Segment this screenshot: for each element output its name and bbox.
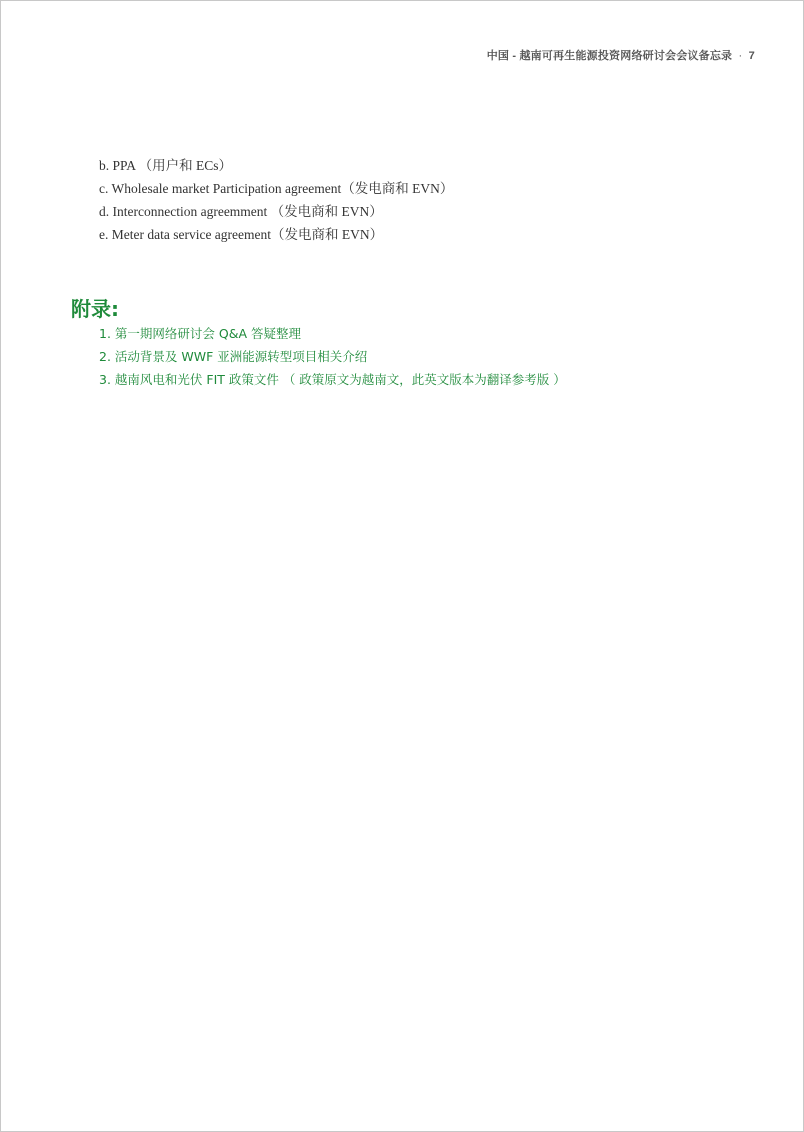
header-title: 中国 - 越南可再生能源投资网络研讨会会议备忘录: [486, 50, 733, 62]
header-separator: ·: [738, 50, 743, 62]
agreement-list: [99, 154, 453, 246]
appendix-list: [99, 322, 566, 391]
page-number: 7: [748, 50, 755, 62]
appendix-item[interactable]: 3. 越南风电和光伏 FIT 政策文件 （ 政策原文为越南文，此英文版本为翻译参考版 ）: [99, 372, 566, 387]
list-item: d. Interconnection agreemment （发电商和 EVN）: [99, 204, 383, 219]
appendix-item[interactable]: 1. 第一期网络研讨会 Q&A 答疑整理: [99, 326, 301, 341]
running-header: [487, 47, 755, 63]
appendix-heading: 附录:: [71, 297, 119, 321]
list-item: c. Wholesale market Participation agreement（发电商和 EVN）: [99, 181, 454, 196]
list-item: b. PPA （用户和 ECs）: [99, 158, 233, 173]
appendix-item[interactable]: 2. 活动背景及 WWF 亚洲能源转型项目相关介绍: [99, 349, 368, 364]
list-item: e. Meter data service agreement（发电商和 EVN）: [99, 227, 384, 242]
